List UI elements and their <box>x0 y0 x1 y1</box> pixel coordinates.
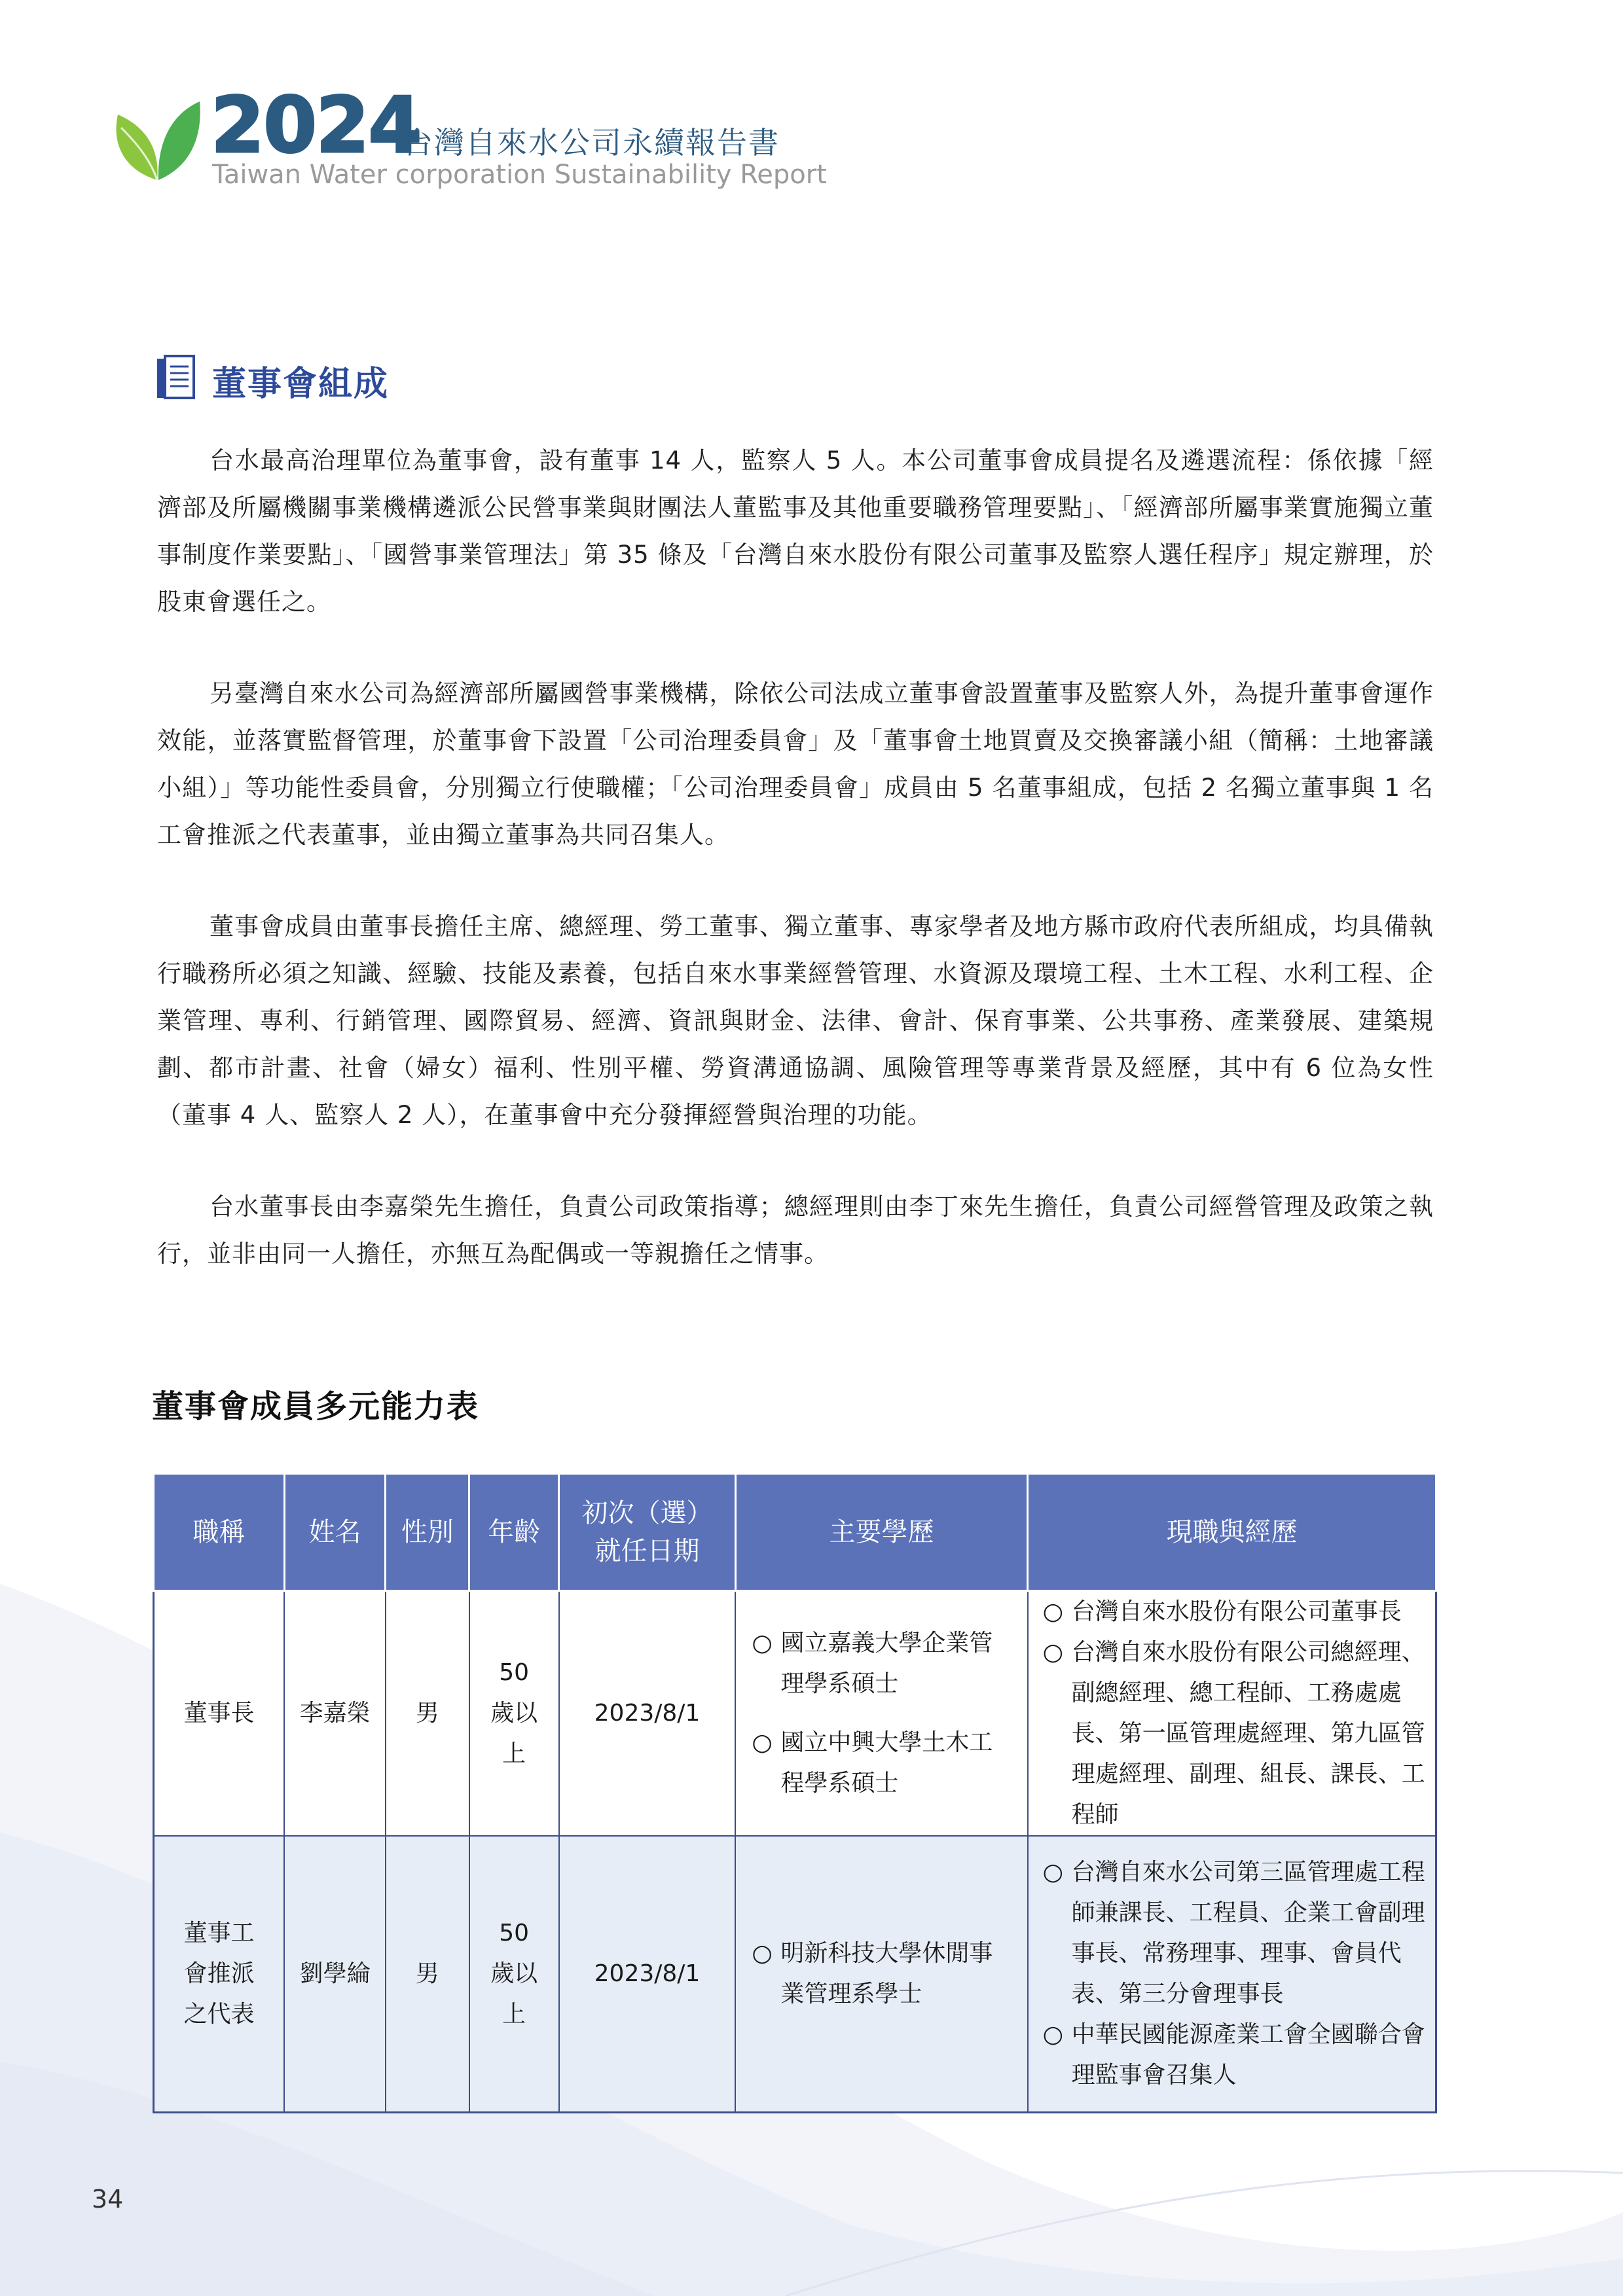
paragraph: 另臺灣自來水公司為經濟部所屬國營事業機構，除依公司法成立董事會設置董事及監察人外，為提升董事會運作效能，並落實監督管理，於董事會下設置「公司治理委員會」及「董事會土地買賣及交換審議小組（簡稱：土地審議小組）」等功能性委員會，分別獨立行使職權；「公司治理委員會」成員由 5 名董事組成，包括 2 名獨立董事與 1 名工會推派之代表董事，並由獨立董事為共同召集人。 <box>157 679 1434 849</box>
leaf-logo-icon <box>111 98 203 183</box>
table-title: 董事會成員多元能力表 <box>152 1388 480 1425</box>
experience-item: ○ 中華民國能源產業工會全國聯合會理監事會召集人 <box>1043 2015 1429 2096</box>
report-year: 2024 <box>211 80 421 170</box>
table-header-row <box>154 1474 1436 1591</box>
cell-date: 2023/8/1 <box>559 1591 736 1837</box>
table-row <box>154 1836 1436 2113</box>
circle-bullet-icon: ○ <box>1042 1639 1064 1666</box>
cell-experience <box>1028 1836 1436 2113</box>
paragraph: 台水董事長由李嘉榮先生擔任，負責公司政策指導；總經理則由李丁來先生擔任，負責公司經營管理及政策之執行，並非由同一人擔任，亦無互為配偶或一等親擔任之情事。 <box>157 1193 1434 1268</box>
circle-bullet-icon: ○ <box>752 1630 773 1657</box>
cell-name: 李嘉榮 <box>284 1591 386 1837</box>
page-number: 34 <box>92 2185 124 2214</box>
report-title-zh: 台灣自來水公司永續報告書 <box>403 125 780 160</box>
report-header <box>111 79 831 196</box>
report-title-en: Taiwan Water corporation Sustainability Report <box>212 160 827 190</box>
circle-bullet-icon: ○ <box>1042 1859 1064 1886</box>
header-cell: 職稱 <box>154 1474 285 1591</box>
cell-date: 2023/8/1 <box>559 1836 736 2113</box>
document-icon <box>156 355 196 401</box>
section-title: 董事會組成 <box>212 365 390 404</box>
header-cell-first-date: 初次（選）就任日期 <box>559 1474 736 1591</box>
header-cell: 現職與經歷 <box>1028 1474 1436 1591</box>
circle-bullet-icon: ○ <box>1042 2021 1064 2048</box>
experience-item: ○ 台灣自來水股份有限公司總經理、副總經理、總工程師、工務處處長、第一區管理處經理、第九區管理處經理、副理、組長、課長、工程師 <box>1043 1632 1429 1835</box>
experience-item: ○ 台灣自來水公司第三區管理處工程師兼課長、工程員、企業工會副理事長、常務理事、理事、會員代表、第三分會理事長 <box>1043 1852 1429 2015</box>
circle-bullet-icon: ○ <box>752 1940 773 1967</box>
header-cell: 主要學歷 <box>735 1474 1027 1591</box>
body-text <box>157 437 1434 1322</box>
board-diversity-table <box>153 1473 1437 2113</box>
circle-bullet-icon: ○ <box>1042 1598 1064 1625</box>
table-row <box>154 1591 1436 1837</box>
education-item: ○ 明新科技大學休閒事業管理系學士 <box>752 1933 994 2015</box>
cell-age: 50 歲以上 <box>469 1836 559 2113</box>
header-cell: 年齡 <box>469 1474 559 1591</box>
cell-name: 劉學綸 <box>284 1836 386 2113</box>
cell-title: 董事工會推派之代表 <box>154 1836 285 2113</box>
cell-gender: 男 <box>386 1591 469 1837</box>
cell-experience <box>1028 1591 1436 1837</box>
header-cell: 性別 <box>386 1474 469 1591</box>
cell-education <box>735 1836 1027 2113</box>
education-item: ○ 國立嘉義大學企業管理學系碩士 <box>752 1623 994 1704</box>
cell-age: 50 歲以上 <box>469 1591 559 1837</box>
header-cell: 姓名 <box>284 1474 386 1591</box>
circle-bullet-icon: ○ <box>752 1729 773 1756</box>
cell-title: 董事長 <box>154 1591 285 1837</box>
cell-gender: 男 <box>386 1836 469 2113</box>
education-item: ○ 國立中興大學土木工程學系碩士 <box>752 1723 994 1804</box>
paragraph: 台水最高治理單位為董事會，設有董事 14 人，監察人 5 人。本公司董事會成員提名及遴選流程：係依據「經濟部及所屬機關事業機構遴派公民營事業與財團法人董監事及其他重要職務管理要點」、「經濟部所屬事業實施獨立董事制度作業要點」、「國營事業管理法」第 35 條及「台灣自來水股份有限公司董事及監察人選任程序」規定辦理，於股東會選任之。 <box>157 446 1434 616</box>
paragraph: 董事會成員由董事長擔任主席、總經理、勞工董事、獨立董事、專家學者及地方縣市政府代表所組成，均具備執行職務所必須之知識、經驗、技能及素養，包括自來水事業經營管理、水資源及環境工程、土木工程、水利工程、企業管理、專利、行銷管理、國際貿易、經濟、資訊與財金、法律、會計、保育事業、公共事務、產業發展、建築規劃、都市計畫、社會（婦女）福利、性別平權、勞資溝通協調、風險管理等專業背景及經歷，其中有 6 位為女性（董事 4 人、監察人 2 人），在董事會中充分發揮經營與治理的功能。 <box>157 912 1434 1129</box>
experience-item: ○ 台灣自來水股份有限公司董事長 <box>1043 1592 1429 1632</box>
cell-education <box>735 1591 1027 1837</box>
